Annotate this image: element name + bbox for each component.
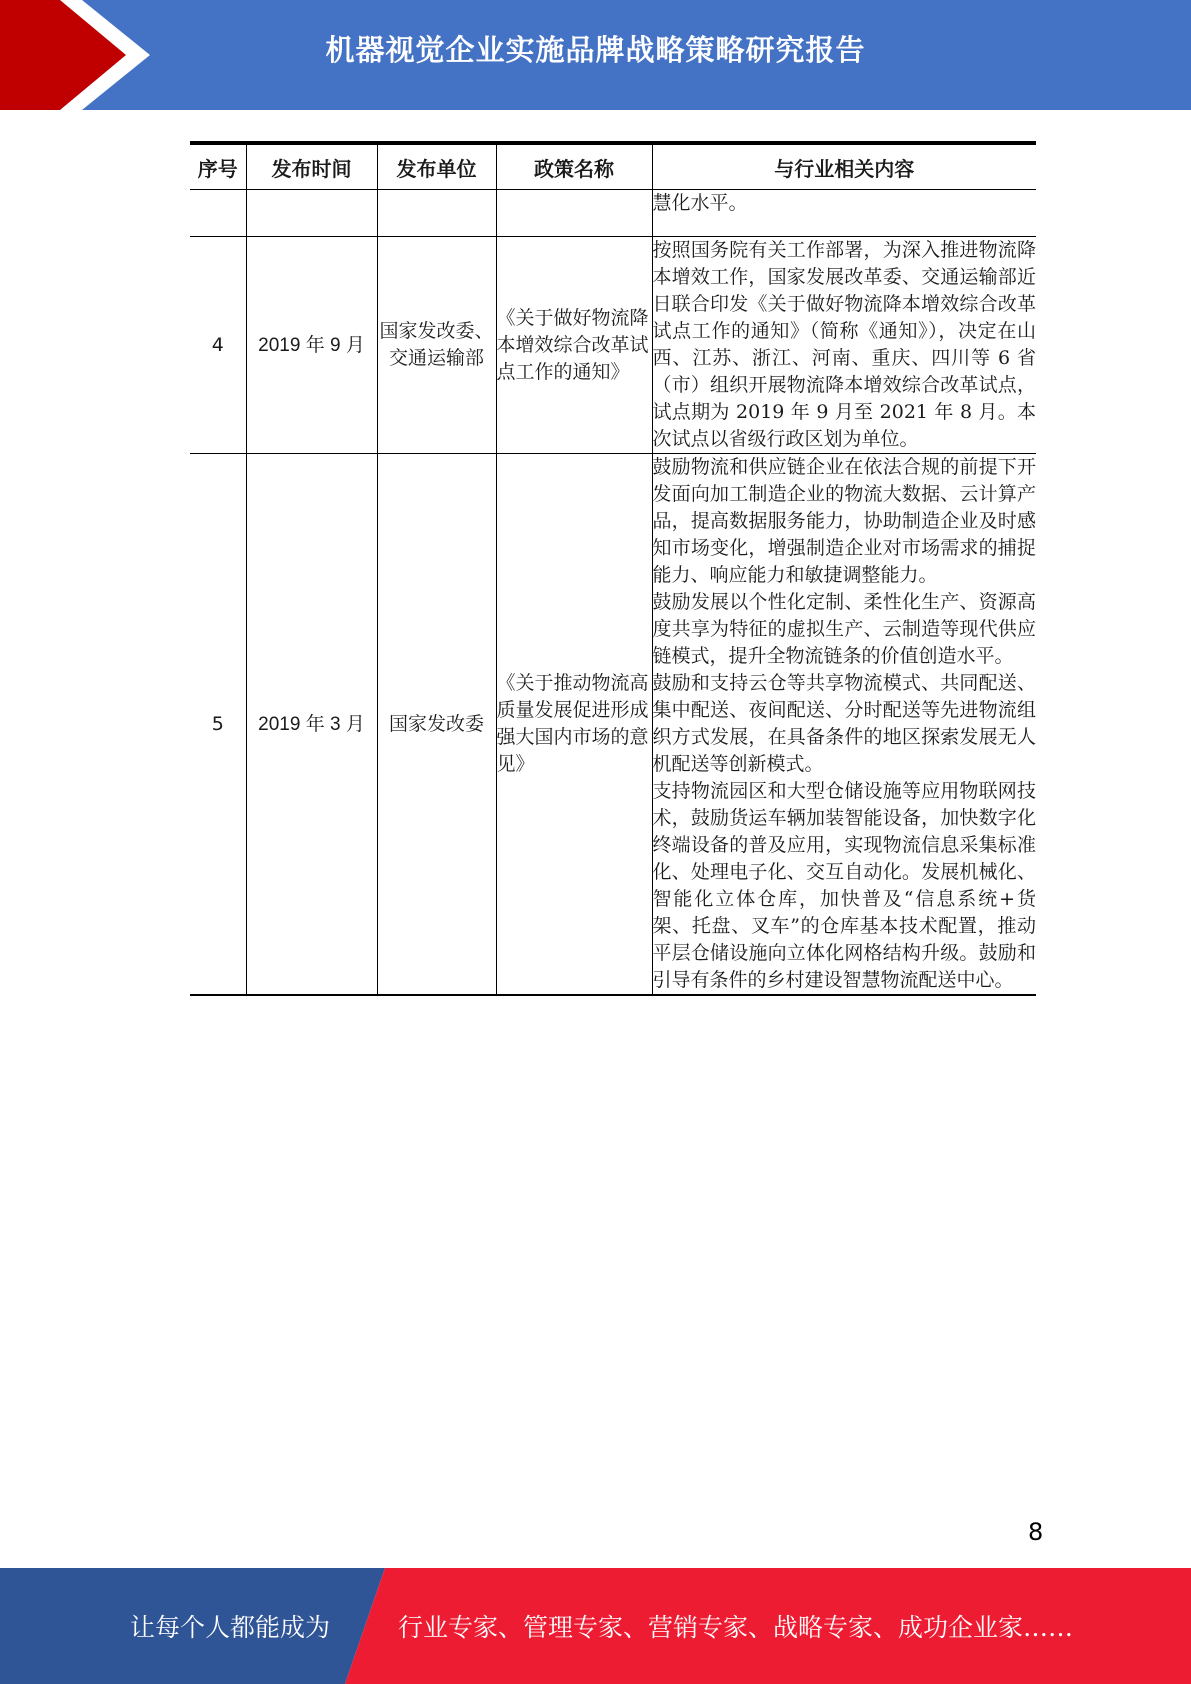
footer-slogan-right: 行业专家、管理专家、营销专家、战略专家、成功企业家…… xyxy=(398,1613,1074,1642)
content-paragraph: 鼓励和支持云仓等共享物流模式、共同配送、集中配送、夜间配送、分时配送等先进物流组织方式发展，在具备条件的地区探索发展无人机配送等创新模式。 xyxy=(652,672,1036,775)
report-title: 机器视觉企业实施品牌战略策略研究报告 xyxy=(325,33,866,67)
header-cell-issuer: 发布单位 xyxy=(377,143,496,190)
header-cell-number: 序号 xyxy=(190,143,246,190)
table-row xyxy=(190,237,1036,454)
empty-cell xyxy=(190,190,246,237)
row-content-cell xyxy=(652,454,1036,996)
header-cell-content: 与行业相关内容 xyxy=(652,143,1036,190)
row-content-cell xyxy=(652,237,1036,454)
row-number-cell: 5 xyxy=(190,454,246,996)
content-paragraph: 支持物流园区和大型仓储设施等应用物联网技术，鼓励货运车辆加装智能设备，加快数字化终端设备的普及应用，实现物流信息采集标准化、处理电子化、交互自动化。发展机械化、智能化立体仓库，加快普及“信息系统+货架、托盘、叉车”的仓库基本技术配置，推动平层仓储设施向立体化网格结构升级。鼓励和引导有条件的乡村建设智慧物流配送中心。 xyxy=(652,780,1036,991)
row-policy-name-cell: 《关于推动物流高质量发展促进形成强大国内市场的意见》 xyxy=(496,454,652,996)
row-issuer-cell: 国家发改委、交通运输部 xyxy=(377,237,496,454)
row-number-cell: 4 xyxy=(190,237,246,454)
content-paragraph: 按照国务院有关工作部署，为深入推进物流降本增效工作，国家发展改革委、交通运输部近日联合印发《关于做好物流降本增效综合改革试点工作的通知》（简称《通知》），决定在山西、江苏、浙江、河南、重庆、四川等 6 省（市）组织开展物流降本增效综合改革试点，试点期为 2019 年 9 月至 2021 年 8 月。本次试点以省级行政区划为单位。 xyxy=(652,239,1036,450)
table-header-row xyxy=(190,143,1036,190)
row-issuer-cell: 国家发改委 xyxy=(377,454,496,996)
row-policy-name-cell: 《关于做好物流降本增效综合改革试点工作的通知》 xyxy=(496,237,652,454)
row-date-cell: 2019 年 3 月 xyxy=(246,454,377,996)
policy-table xyxy=(190,141,1036,996)
page-number: 8 xyxy=(1028,1518,1044,1546)
footer-slogan-left: 让每个人都能成为 xyxy=(130,1613,331,1642)
content-paragraph: 鼓励物流和供应链企业在依法合规的前提下开发面向加工制造企业的物流大数据、云计算产品，提高数据服务能力，协助制造企业及时感知市场变化，增强制造企业对市场需求的捕捉能力、响应能力和敏捷调整能力。 xyxy=(652,456,1036,586)
empty-cell xyxy=(246,190,377,237)
header-cell-date: 发布时间 xyxy=(246,143,377,190)
continuation-content-cell: 慧化水平。 xyxy=(652,190,1036,237)
row-date-cell: 2019 年 9 月 xyxy=(246,237,377,454)
content-paragraph: 鼓励发展以个性化定制、柔性化生产、资源高度共享为特征的虚拟生产、云制造等现代供应链模式，提升全物流链条的价值创造水平。 xyxy=(652,591,1036,667)
table-row-continuation xyxy=(190,190,1036,237)
empty-cell xyxy=(496,190,652,237)
header-cell-policy-name: 政策名称 xyxy=(496,143,652,190)
empty-cell xyxy=(377,190,496,237)
table-row xyxy=(190,454,1036,996)
